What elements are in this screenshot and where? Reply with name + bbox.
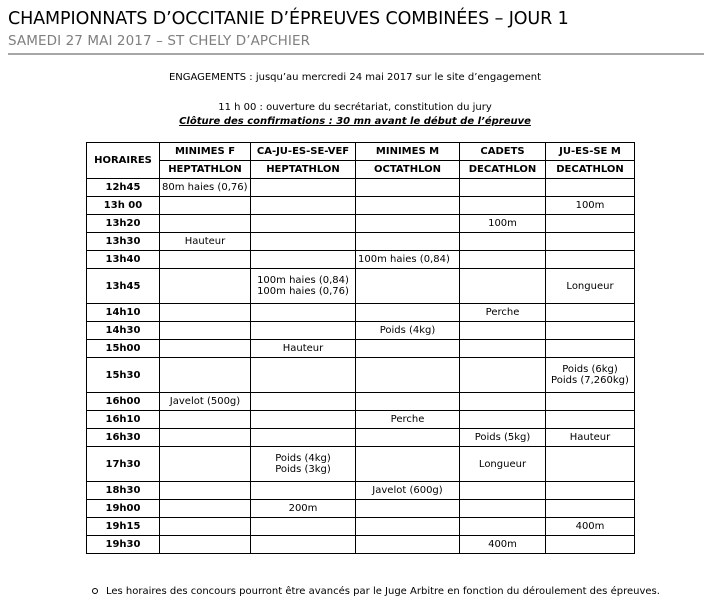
event-cell (460, 393, 546, 411)
event-cell (160, 518, 251, 536)
event-cell (546, 411, 635, 429)
event-cell (160, 536, 251, 554)
table-row (87, 340, 635, 358)
event-line: Poids (4kg) (275, 453, 331, 464)
event-cell (356, 233, 460, 251)
horaires-header: HORAIRES (87, 143, 160, 179)
page-title: CHAMPIONNATS D’OCCITANIE D’ÉPREUVES COMBINÉES – JOUR 1 (8, 9, 569, 29)
event-cell (160, 500, 251, 518)
event-cell (251, 197, 356, 215)
table-row (87, 447, 635, 482)
event-cell (356, 197, 460, 215)
table-row (87, 411, 635, 429)
event-cell: Longueur (546, 269, 635, 304)
time-cell: 13h40 (87, 251, 160, 269)
event-cell (251, 393, 356, 411)
schedule-table (86, 142, 635, 554)
event-cell (160, 251, 251, 269)
event-cell: 400m (546, 518, 635, 536)
event-cell: Poids (5kg) (460, 429, 546, 447)
event-cell (546, 251, 635, 269)
event-cell (251, 322, 356, 340)
event-cell (546, 482, 635, 500)
event-cell (160, 215, 251, 233)
time-cell: 14h30 (87, 322, 160, 340)
event-line: 100m haies (0,84) (257, 275, 349, 286)
event-cell (546, 304, 635, 322)
event-cell (251, 518, 356, 536)
event-cell (251, 447, 356, 482)
column-event: OCTATHLON (356, 161, 460, 179)
event-cell (251, 215, 356, 233)
event-cell (356, 215, 460, 233)
event-cell (460, 269, 546, 304)
event-cell (160, 482, 251, 500)
column-event: DECATHLON (460, 161, 546, 179)
event-cell: 200m (251, 500, 356, 518)
event-cell (356, 304, 460, 322)
header-divider (8, 53, 704, 55)
table-row (87, 536, 635, 554)
event-cell (251, 179, 356, 197)
time-cell: 17h30 (87, 447, 160, 482)
event-cell (356, 179, 460, 197)
secretariat-text: 11 h 00 : ouverture du secrétariat, constitution du jury (218, 102, 492, 113)
event-cell (546, 340, 635, 358)
event-cell (460, 197, 546, 215)
table-row (87, 197, 635, 215)
table-row (87, 518, 635, 536)
event-cell (160, 304, 251, 322)
table-row (87, 482, 635, 500)
event-cell (356, 536, 460, 554)
event-cell (546, 179, 635, 197)
event-line: Poids (3kg) (275, 464, 331, 475)
column-category: MINIMES F (160, 143, 251, 161)
table-row (87, 304, 635, 322)
event-cell (251, 358, 356, 393)
event-cell (546, 393, 635, 411)
event-cell (460, 179, 546, 197)
event-cell (251, 411, 356, 429)
event-cell: 100m haies (0,84) (356, 251, 460, 269)
event-cell (546, 447, 635, 482)
time-cell: 19h30 (87, 536, 160, 554)
event-cell (460, 411, 546, 429)
event-cell (546, 500, 635, 518)
event-cell (356, 518, 460, 536)
event-cell (460, 251, 546, 269)
event-cell: Perche (356, 411, 460, 429)
footnote (92, 586, 660, 597)
column-event: HEPTATHLON (160, 161, 251, 179)
event-cell (251, 304, 356, 322)
event-cell (356, 429, 460, 447)
time-cell: 14h10 (87, 304, 160, 322)
table-row (87, 429, 635, 447)
event-cell (160, 269, 251, 304)
event-cell (460, 322, 546, 340)
time-cell: 13h 00 (87, 197, 160, 215)
event-cell (251, 429, 356, 447)
event-cell (251, 482, 356, 500)
event-cell: Javelot (500g) (160, 393, 251, 411)
event-cell (251, 536, 356, 554)
column-event: HEPTATHLON (251, 161, 356, 179)
event-cell: 400m (460, 536, 546, 554)
column-category: JU-ES-SE M (546, 143, 635, 161)
event-cell: 80m haies (0,76) (160, 179, 251, 197)
time-cell: 15h30 (87, 358, 160, 393)
event-cell (160, 429, 251, 447)
event-cell (160, 340, 251, 358)
time-cell: 19h15 (87, 518, 160, 536)
event-cell (160, 197, 251, 215)
event-cell (356, 393, 460, 411)
event-cell (460, 358, 546, 393)
event-cell (160, 322, 251, 340)
time-cell: 19h00 (87, 500, 160, 518)
event-cell: 100m (460, 215, 546, 233)
column-category: CADETS (460, 143, 546, 161)
table-row (87, 322, 635, 340)
event-line: Poids (7,260kg) (551, 375, 629, 386)
table-row (87, 251, 635, 269)
time-cell: 15h00 (87, 340, 160, 358)
table-row (87, 393, 635, 411)
time-cell: 16h10 (87, 411, 160, 429)
column-category: MINIMES M (356, 143, 460, 161)
table-row (87, 358, 635, 393)
event-cell (251, 269, 356, 304)
event-cell (356, 340, 460, 358)
event-cell (546, 215, 635, 233)
table-row (87, 179, 635, 197)
time-cell: 16h00 (87, 393, 160, 411)
page-subtitle: SAMEDI 27 MAI 2017 – ST CHELY D’APCHIER (8, 33, 311, 49)
event-cell: Hauteur (251, 340, 356, 358)
event-cell: 100m (546, 197, 635, 215)
cloture-text: Clôture des confirmations : 30 mn avant le début de l’épreuve (179, 116, 531, 127)
event-line: Poids (6kg) (562, 364, 618, 375)
event-cell (546, 322, 635, 340)
event-cell: Poids (4kg) (356, 322, 460, 340)
event-cell (356, 447, 460, 482)
event-cell: Hauteur (546, 429, 635, 447)
event-cell (460, 482, 546, 500)
table-row (87, 500, 635, 518)
event-cell (546, 233, 635, 251)
table-row (87, 215, 635, 233)
event-cell (160, 411, 251, 429)
event-cell (460, 500, 546, 518)
time-cell: 18h30 (87, 482, 160, 500)
event-cell: Javelot (600g) (356, 482, 460, 500)
time-cell: 16h30 (87, 429, 160, 447)
event-cell: Hauteur (160, 233, 251, 251)
event-cell (356, 500, 460, 518)
column-category: CA-JU-ES-SE-VEF (251, 143, 356, 161)
event-cell: Perche (460, 304, 546, 322)
event-cell (460, 340, 546, 358)
engagements-text: ENGAGEMENTS : jusqu’au mercredi 24 mai 2017 sur le site d’engagement (168, 72, 542, 83)
column-event: DECATHLON (546, 161, 635, 179)
event-cell (460, 233, 546, 251)
time-cell: 13h30 (87, 233, 160, 251)
event-cell (356, 358, 460, 393)
table-row (87, 269, 635, 304)
event-cell (546, 536, 635, 554)
bullet-icon (92, 587, 106, 597)
event-cell (160, 358, 251, 393)
event-cell (356, 269, 460, 304)
table-row (87, 233, 635, 251)
footnote-text: Les horaires des concours pourront être avancés par le Juge Arbitre en fonction du déroulement des épreuves. (106, 586, 660, 597)
event-line: 100m haies (0,76) (257, 286, 349, 297)
time-cell: 13h45 (87, 269, 160, 304)
event-cell: Longueur (460, 447, 546, 482)
time-cell: 12h45 (87, 179, 160, 197)
time-cell: 13h20 (87, 215, 160, 233)
event-cell (251, 233, 356, 251)
event-cell (251, 251, 356, 269)
event-cell (546, 358, 635, 393)
event-cell (460, 518, 546, 536)
event-cell (160, 447, 251, 482)
